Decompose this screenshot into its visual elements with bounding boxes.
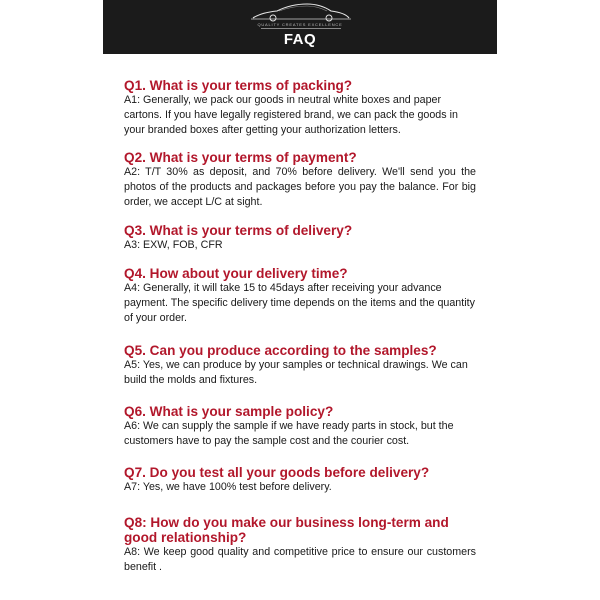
faq-answer: A7: Yes, we have 100% test before delivery. bbox=[124, 481, 332, 493]
faq-question: Q6. What is your sample policy? bbox=[124, 404, 334, 419]
header-tagline: QUALITY CREATES EXCELLENCE bbox=[257, 22, 343, 27]
page-title: FAQ bbox=[283, 31, 317, 48]
faq-answer: A1: Generally, we pack our goods in neutral white boxes and paper cartons. If you have legally registered brand, we can pack the goods in your branded boxes after getting your authorization letters. bbox=[124, 94, 458, 136]
faq-item-6 bbox=[124, 404, 476, 449]
faq-answer: A5: Yes, we can produce by your samples or technical drawings. We can build the molds and fixtures. bbox=[124, 359, 468, 386]
faq-question: Q3. What is your terms of delivery? bbox=[124, 223, 353, 238]
faq-answer: A2: T/T 30% as deposit, and 70% before delivery. We'll send you the photos of the products and packages before you pay the balance. For big order, we accept L/C at sight. bbox=[124, 166, 476, 208]
faq-answer: A8: We keep good quality and competitive price to ensure our customers benefit . bbox=[124, 546, 476, 573]
faq-answer: A6: We can supply the sample if we have ready parts in stock, but the customers have to pay the sample cost and the courier cost. bbox=[124, 420, 454, 447]
faq-item-2 bbox=[124, 150, 476, 210]
faq-question: Q1. What is your terms of packing? bbox=[124, 78, 353, 93]
faq-question: Q4. How about your delivery time? bbox=[124, 266, 348, 281]
faq-question: Q8: How do you make our business long-term and good relationship? bbox=[124, 515, 449, 545]
faq-item-5 bbox=[124, 343, 476, 388]
faq-item-8 bbox=[124, 515, 476, 575]
faq-item-3 bbox=[124, 223, 476, 253]
faq-item-4 bbox=[124, 266, 476, 326]
faq-question: Q7. Do you test all your goods before delivery? bbox=[124, 465, 430, 480]
faq-item-1 bbox=[124, 78, 476, 138]
header-banner bbox=[103, 0, 497, 54]
car-silhouette-icon bbox=[249, 1, 353, 23]
faq-answer: A3: EXW, FOB, CFR bbox=[124, 239, 223, 251]
faq-answer: A4: Generally, it will take 15 to 45days after receiving your advance payment. The specific delivery time depends on the items and the quantity of your order. bbox=[124, 282, 475, 324]
faq-item-7 bbox=[124, 465, 476, 495]
header-divider bbox=[261, 28, 341, 29]
faq-question: Q2. What is your terms of payment? bbox=[124, 150, 357, 165]
faq-question: Q5. Can you produce according to the samples? bbox=[124, 343, 437, 358]
